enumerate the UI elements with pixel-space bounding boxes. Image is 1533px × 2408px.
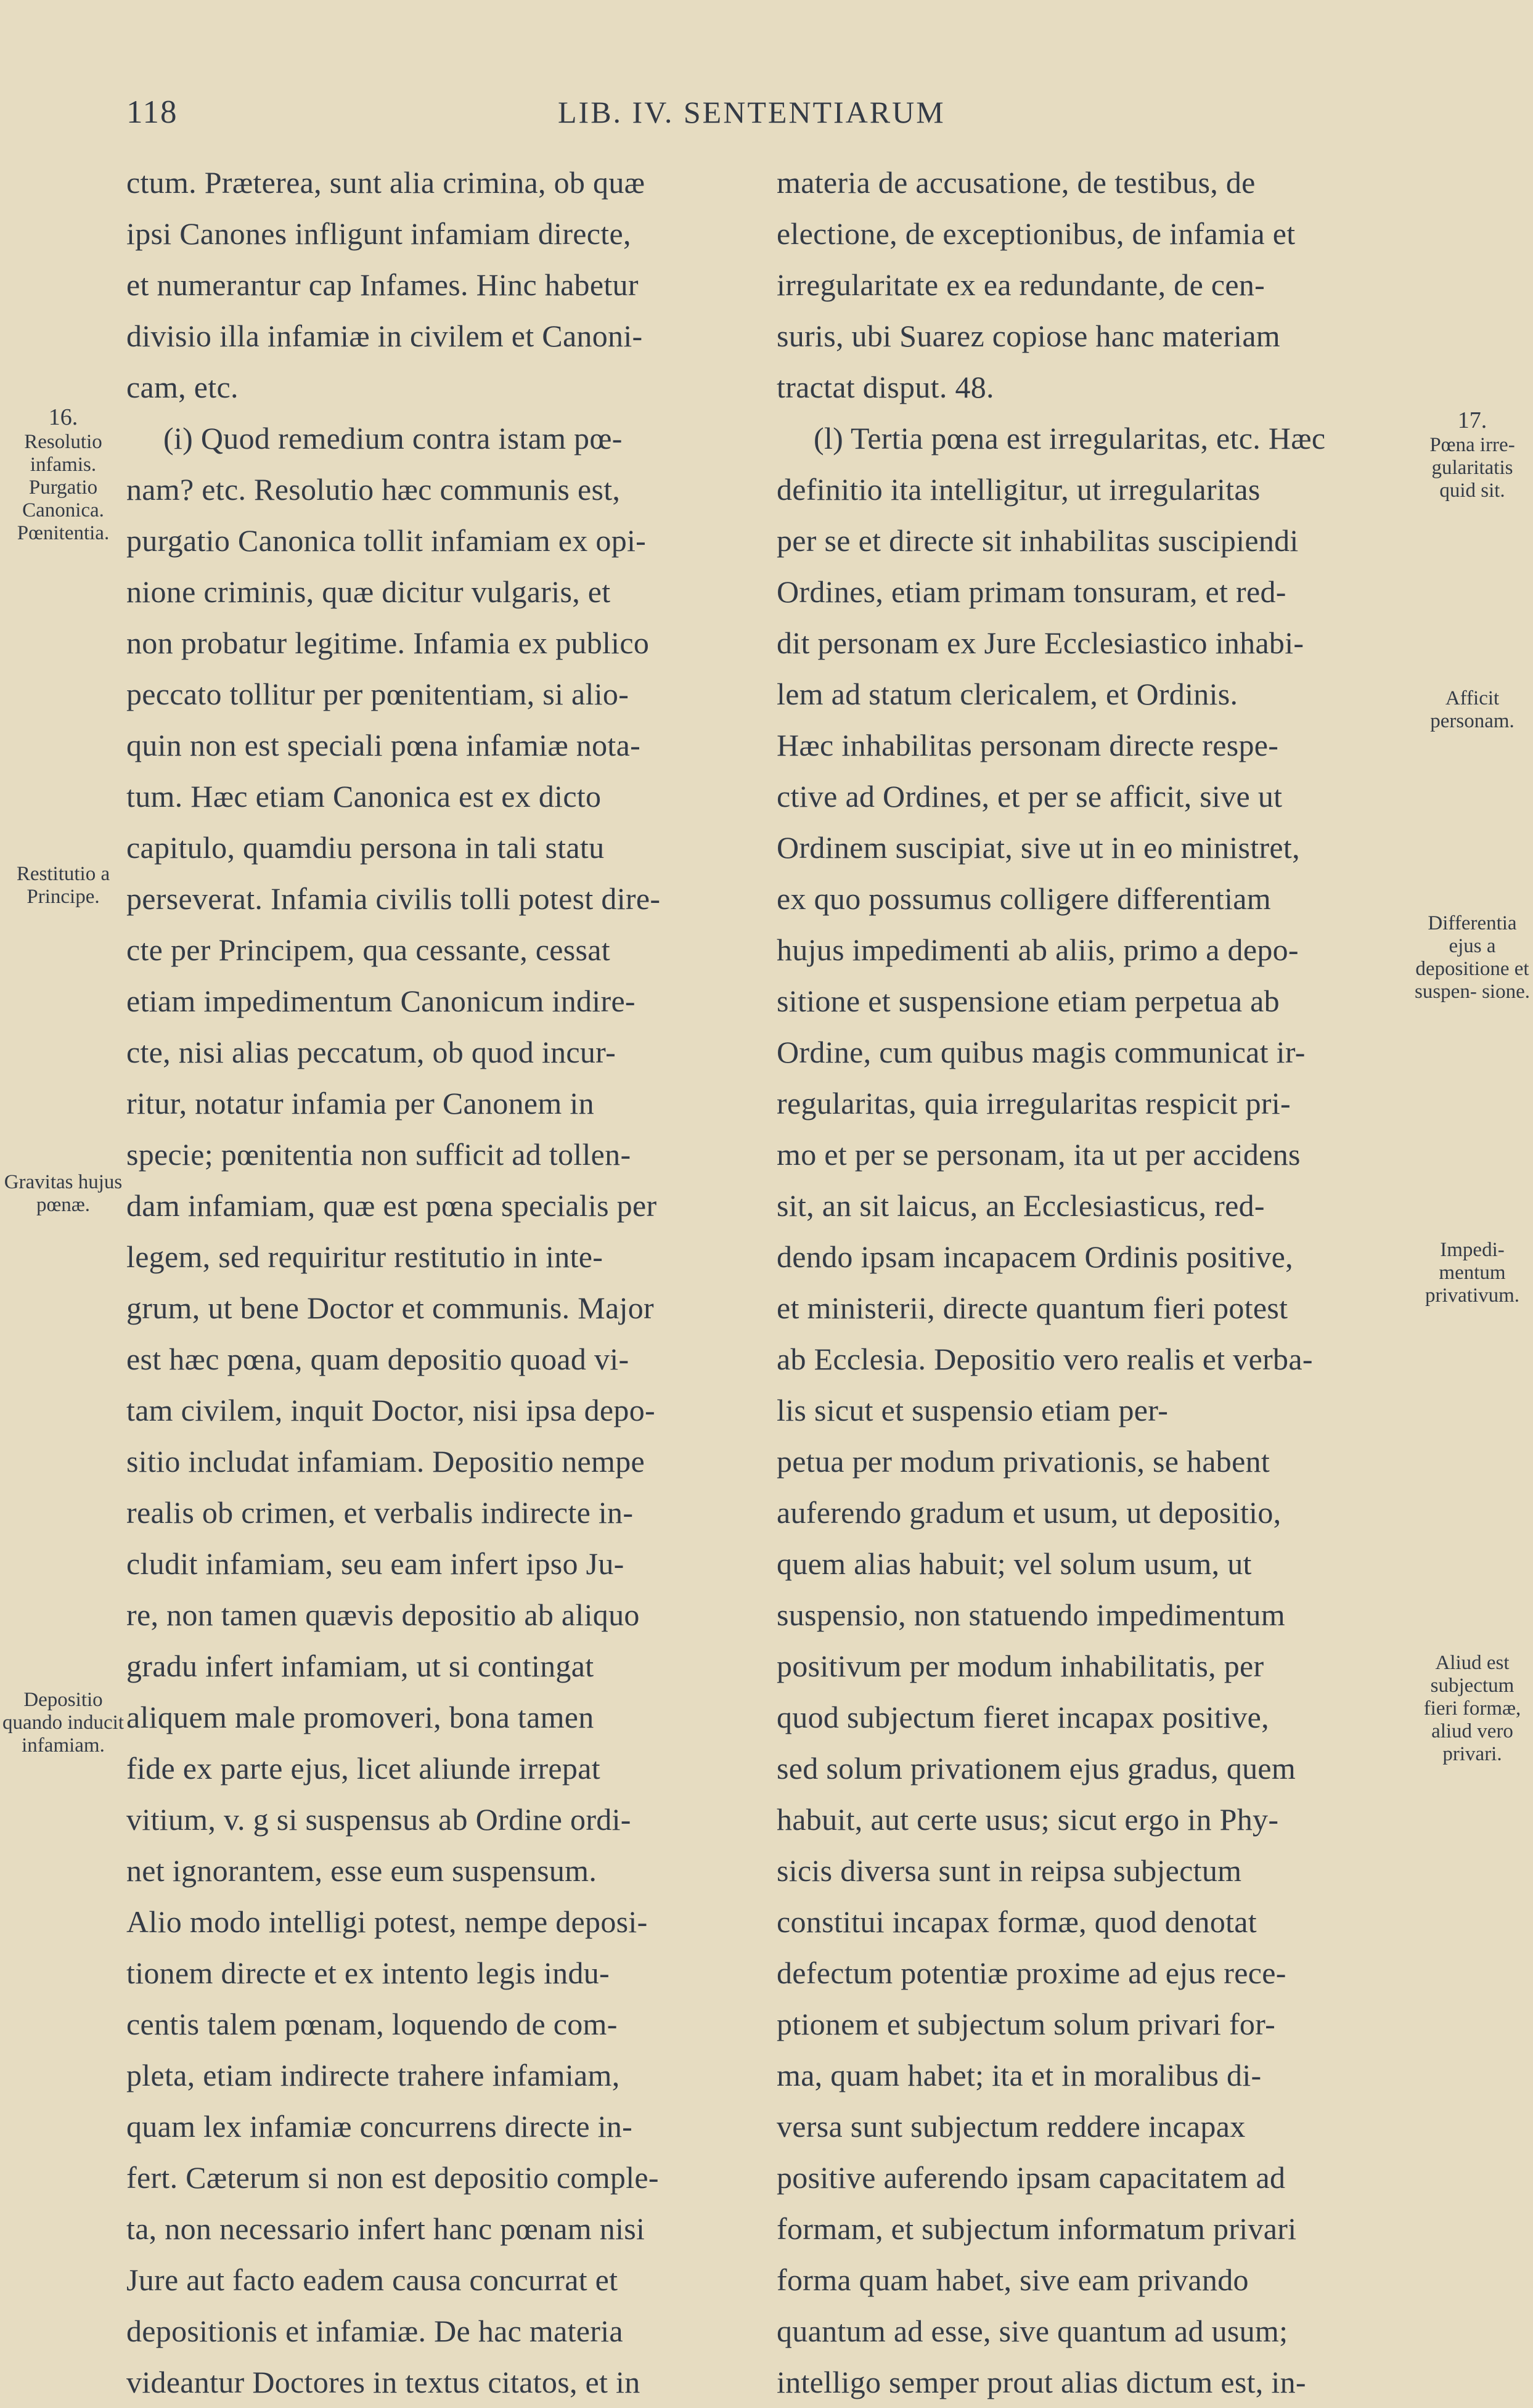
text-line: sicis diversa sunt in reipsa subjectum [777,1853,1242,1888]
text-line: auferendo gradum et usum, ut depositio, [777,1495,1282,1530]
text-line: sitione et suspensione etiam perpetua ab [777,984,1280,1018]
left-column [126,157,764,2408]
margin-note-poena [1412,407,1533,502]
text-line: centis talem pœnam, loquendo de com- [126,2007,618,2041]
text-line: aliquem male promoveri, bona tamen [126,1700,594,1734]
text-line: ex quo possumus colligere differentiam [777,881,1271,916]
text-line: materia de accusatione, de testibus, de [777,165,1256,200]
text-line: ptionem et subjectum solum privari for- [777,2007,1276,2041]
text-line: lis sicut et suspensio etiam per- [777,1393,1169,1427]
text-line: constitui incapax formæ, quod denotat [777,1904,1257,1939]
text-line: videantur Doctores in textus citatos, et in [126,2365,640,2399]
text-line: quin non est speciali pœna infamiæ nota- [126,728,641,762]
text-line: ctive ad Ordines, et per se afficit, sive ut [777,779,1283,814]
text-line: ipsi Canones infligunt infamiam directe, [126,216,631,251]
text-line: fert. Cæterum si non est depositio comple- [126,2160,659,2195]
margin-note-aliud [1412,1652,1533,1766]
text-line: (l) Tertia pœna est irregularitas, etc. Hæc [814,421,1326,455]
text-line: fide ex parte ejus, licet aliunde irrepat [126,1751,600,1786]
text-line: specie; pœnitentia non sufficit ad tollen- [126,1137,631,1172]
text-line: lem ad statum clericalem, et Ordinis. [777,677,1238,711]
text-line: Hæc inhabilitas personam directe respe- [777,728,1279,762]
margin-note-text: Gravitas hujus pœnæ. [4,1171,123,1216]
margin-note-text: Depositio quando inducit infamiam. [2,1689,125,1757]
text-line: regularitas, quia irregularitas respicit pri- [777,1086,1291,1120]
text-line: quem alias habuit; vel solum usum, ut [777,1546,1252,1581]
text-line: Ordine, cum quibus magis communicat ir- [777,1035,1306,1069]
text-line: depositionis et infamiæ. De hac materia [126,2314,623,2348]
text-line: net ignorantem, esse eum suspensum. [126,1853,597,1888]
text-line: (i) Quod remedium contra istam pœ- [163,421,623,455]
text-line: ctum. Præterea, sunt alia crimina, ob quæ [126,165,645,200]
text-line: formam, et subjectum informatum privari [777,2211,1297,2246]
text-line: Ordinem suscipiat, sive ut in eo ministret, [777,830,1300,865]
text-line: sitio includat infamiam. Depositio nempe [126,1444,645,1479]
margin-note-text: Restitutio a Principe. [16,863,110,908]
text-line: positivum per modum inhabilitatis, per [777,1649,1264,1683]
text-line: tam civilem, inquit Doctor, nisi ipsa depo- [126,1393,655,1427]
text-line: suris, ubi Suarez copiose hanc materiam [777,319,1280,353]
text-line: non probatur legitime. Infamia ex publico [126,626,650,660]
text-line: Jure aut facto eadem causa concurrat et [126,2263,618,2297]
text-line: dendo ipsam incapacem Ordinis positive, [777,1239,1293,1274]
text-line: cam, etc. [126,370,239,404]
text-line: tionem directe et ex intento legis indu- [126,1956,610,1990]
text-line: ab Ecclesia. Depositio vero realis et verba- [777,1342,1313,1376]
margin-note-number: 17. [1457,407,1487,433]
text-line: etiam impedimentum Canonicum indire- [126,984,636,1018]
margin-note-depositio [0,1689,126,1757]
margin-note-text: Aliud est subjectum fieri formæ, aliud vero privari. [1423,1652,1521,1765]
text-line: dit personam ex Jure Ecclesiastico inhabi- [777,626,1304,660]
text-line: nione criminis, quæ dicitur vulgaris, et [126,574,611,609]
text-line: ta, non necessario infert hanc pœnam nisi [126,2211,645,2246]
text-line: ritur, notatur infamia per Canonem in [126,1086,594,1120]
margin-note-text: Differentia ejus a depositione et suspen- sione. [1415,912,1530,1003]
text-line: legem, sed requiritur restitutio in inte- [126,1239,603,1274]
text-line: purgatio Canonica tollit infamiam ex opi- [126,523,647,558]
text-line: vitium, v. g si suspensus ab Ordine ordi- [126,1802,631,1837]
text-line: et ministerii, directe quantum fieri potest [777,1291,1288,1325]
text-line: hujus impedimenti ab aliis, primo a depo- [777,933,1299,967]
text-line: Ordines, etiam primam tonsuram, et red- [777,574,1286,609]
text-line: divisio illa infamiæ in civilem et Canoni- [126,319,643,353]
text-line: re, non tamen quævis depositio ab aliquo [126,1598,640,1632]
text-line: Alio modo intelligi potest, nempe deposi- [126,1904,648,1939]
text-line: versa sunt subjectum reddere incapax [777,2109,1246,2144]
margin-note-text: Impedi- mentum privativum. [1425,1239,1520,1307]
text-line: sit, an sit laicus, an Ecclesiasticus, red- [777,1188,1265,1223]
text-line: quod subjectum fieret incapax positive, [777,1700,1269,1734]
text-line: nam? etc. Resolutio hæc communis est, [126,472,621,507]
text-line: tum. Hæc etiam Canonica est ex dicto [126,779,602,814]
text-line: sed solum privationem ejus gradus, quem [777,1751,1296,1786]
text-line: electione, de exceptionibus, de infamia et [777,216,1296,251]
text-line: perseverat. Infamia civilis tolli potest dire- [126,881,661,916]
margin-note-gravitas [0,1171,126,1217]
text-line: irregularitate ex ea redundante, de cen- [777,267,1265,302]
running-head: LIB. IV. SENTENTIARUM [558,95,946,129]
text-line: dam infamiam, quæ est pœna specialis per [126,1188,657,1223]
text-line: cludit infamiam, seu eam infert ipso Ju- [126,1546,624,1581]
page-number: 118 [126,94,178,130]
text-line: cte per Principem, qua cessante, cessat [126,933,610,967]
margin-note-number: 16. [48,404,78,430]
text-line: quam lex infamiæ concurrens directe in- [126,2109,633,2144]
text-line: capitulo, quamdiu persona in tali statu [126,830,605,865]
text-line: per se et directe sit inhabilitas suscipiendi [777,523,1299,558]
text-line: mo et per se personam, ita ut per accidens [777,1137,1301,1172]
text-line: et numerantur cap Infames. Hinc habetur [126,267,639,302]
margin-note-text: Afficit personam. [1430,687,1515,732]
margin-note-text: Pœna irre- gularitatis quid sit. [1429,434,1515,502]
text-line: realis ob crimen, et verbalis indirecte in- [126,1495,634,1530]
margin-note-afficit [1412,687,1533,733]
text-line: grum, ut bene Doctor et communis. Major [126,1291,654,1325]
text-line: forma quam habet, sive eam privando [777,2263,1249,2297]
text-line: cte, nisi alias peccatum, ob quod incur- [126,1035,616,1069]
text-line: habuit, aut certe usus; sicut ergo in Phy- [777,1802,1279,1837]
text-line: suspensio, non statuendo impedimentum [777,1598,1285,1632]
text-line: defectum potentiæ proxime ad ejus rece- [777,1956,1286,1990]
margin-note-impedimentum [1412,1239,1533,1307]
margin-note-text: Resolutio infamis. Purgatio Canonica. Pœnitentia. [17,431,110,544]
text-line: est hæc pœna, quam depositio quoad vi- [126,1342,629,1376]
text-line: ma, quam habet; ita et in moralibus di- [777,2058,1262,2092]
margin-note-resolutio [0,404,126,545]
margin-note-differentia [1412,912,1533,1003]
text-line: pleta, etiam indirecte trahere infamiam, [126,2058,620,2092]
text-line: intelligo semper prout alias dictum est, in- [777,2365,1306,2399]
text-line: petua per modum privationis, se habent [777,1444,1270,1479]
text-line: quantum ad esse, sive quantum ad usum; [777,2314,1288,2348]
text-line: definitio ita intelligitur, ut irregularitas [777,472,1261,507]
right-column [777,157,1415,2408]
text-line: tractat disput. 48. [777,370,994,404]
text-line: gradu infert infamiam, ut si contingat [126,1649,594,1683]
text-line: peccato tollitur per pœnitentiam, si alio- [126,677,629,711]
text-line: positive auferendo ipsam capacitatem ad [777,2160,1286,2195]
margin-note-restitutio [0,863,126,908]
